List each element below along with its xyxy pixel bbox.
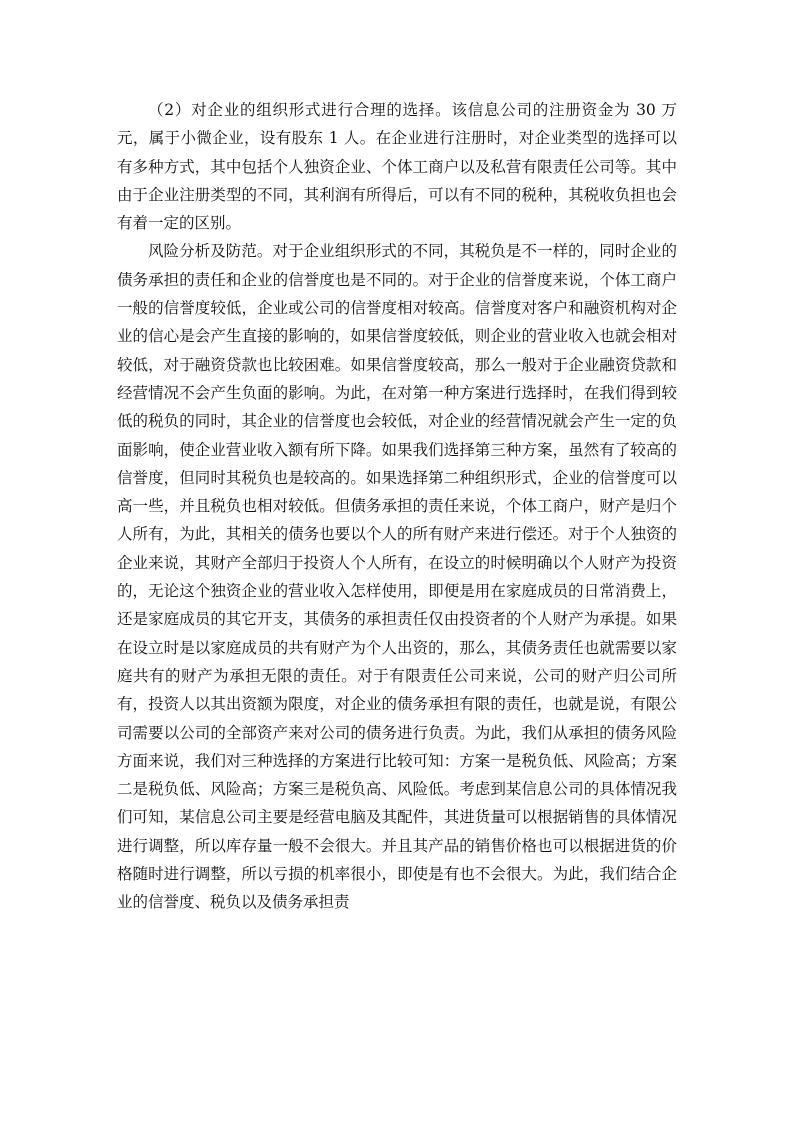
paragraph-risk-analysis: 风险分析及防范。对于企业组织形式的不同，其税负是不一样的，同时企业的债务承担的责任和企业的信誉度也是不同的。对于企业的信誉度来说，个体工商户一般的信誉度较低，企业或公司的信誉度相对较高。信誉度对客户和融资机构对企业的信心是会产生直接的影响的，如果信誉度较低，则企业的营业收入也就会相对较低，对于融资贷款也比较困难。如果信誉度较高，那么一般对于企业融资贷款和经营情况不会产生负面的影响。为此，在对第一种方案进行选择时，在我们得到较低的税负的同时，其企业的信誉度也会较低，对企业的经营情况就会产生一定的负面影响，使企业营业收入额有所下降。如果我们选择第三种方案，虽然有了较高的信誉度，但同时其税负也是较高的。如果选择第二种组织形式，企业的信誉度可以高一些，并且税负也相对较低。但债务承担的责任来说，个体工商户，财产是归个人所有，为此，其相关的债务也要以个人的所有财产来进行偿还。对于个人独资的企业来说，其财产全部归于投资人个人所有，在设立的时候明确以个人财产为投资的，无论这个独资企业的营业收入怎样使用，即便是用在家庭成员的日常消费上，还是家庭成员的其它开支，其债务的承担责任仅由投资者的个人财产为承提。如果在设立时是以家庭成员的共有财产为个人出资的，那么，其债务责任也就需要以家庭共有的财产为承担无限的责任。对于有限责任公司来说，公司的财产归公司所有，投资人以其出资额为限度，对企业的债务承担有限的责任，也就是说，有限公司需要以公司的全部资产来对公司的债务进行负责。为此，我们从承担的债务风险方面来说，我们对三种选择的方案进行比较可知：方案一是税负低、风险高；方案二是税负低、风险高；方案三是税负高、风险低。考虑到某信息公司的具体情况我们可知，某信息公司主要是经营电脑及其配件，其进货量可以根据销售的具体情况进行调整，所以库存量一般不会很大。并且其产品的销售价格也可以根据进货的价格随时进行调整，所以亏损的机率很小，即使是有也不会很大。为此，我们结合企业的信誉度、税负以及债务承担责 <box>117 242 677 912</box>
document-page <box>117 96 677 917</box>
paragraph-organization-form: （2）对企业的组织形式进行合理的选择。该信息公司的注册资金为 30 万元，属于小微企业，设有股东 1 人。在企业进行注册时，对企业类型的选择可以有多种方式，其中包括个人独资企业、个体工商户以及私营有限责任公司等。其中由于企业注册类型的不同，其利润有所得后，可以有不同的税种，其税收负担也会有着一定的区别。 <box>117 101 677 233</box>
